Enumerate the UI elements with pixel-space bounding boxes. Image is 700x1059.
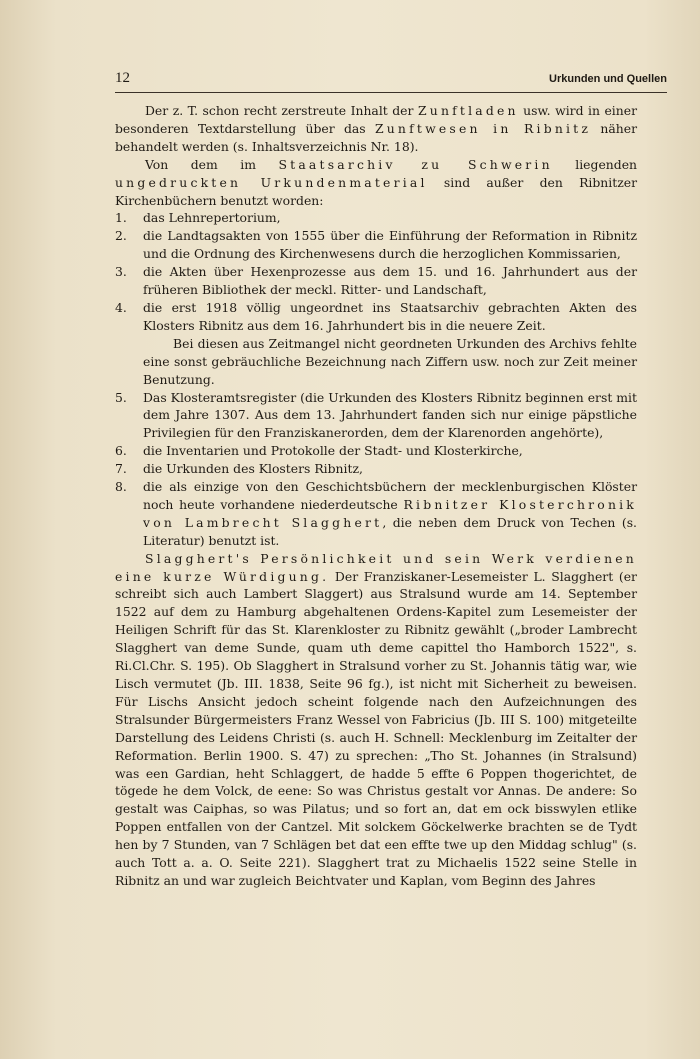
list-item: [115, 442, 637, 460]
spaced-term: Staatsarchiv zu Schwerin: [278, 156, 553, 172]
body-text: [115, 102, 637, 890]
list-number: 4.: [115, 299, 127, 315]
list-text: die Landtagsakten von 1555 über die Einführung der Reformation in Ribnitz und die Ordnung des Kirchenwesens durch die herzoglichen Kommissarien,: [143, 228, 637, 262]
spaced-term: Ribnitzer Klosterchronik von Lambrecht Slagghert: [143, 496, 637, 530]
list-item: [115, 478, 637, 550]
text-run: Von dem im: [145, 156, 279, 172]
text-run: liegenden: [552, 156, 638, 172]
text-run: sind außer den Ribnitzer Kirchenbüchern benutzt worden:: [115, 174, 638, 208]
text-run: Der Franziskaner-Lesemeister L. Slagghert (er schreibt sich auch Lambert Slaggert) aus Stralsund wurde am 14. September 1522 auf dem zu Hamburg abgehaltenen Ordens-Kapitel zum Lesemeister der Heiligen Schrift für das St. Klarenkloster zu Ribnitz gewählt („broder Lambrecht Slagghert van deme Sunde, quam uth deme capittel tho Hamborch 1522", s. Ri.Cl.Chr. S. 195). Ob Slagghert in Stralsund vorher zu St. Johannis tätig war, wie Lisch vermutet (Jb. III. 1838, Seite 96 fg.), ist nicht mit Sicherheit zu beweisen. Für Lischs Ansicht jedoch scheint folgende nach den Aufzeichnungen des Stralsunder Bürgermeisters Franz Wessel von Fabricius (Jb. III S. 100) mitgeteilte Darstellung des Leidens Christi (s. auch H. Schnell: Mecklenburg im Zeitalter der Reformation. Berlin 1900. S. 47) zu sprechen: „Tho St. Johannes (in Stralsund) was een Gardian, heht Schlaggert, de hadde 5 effte 6 Poppen thogerichtet, de tögede he dem Volck, de eene: So was Christus gestalt vor Annas. De andere: So gestalt was Caiphas, so was Pilatus; und so fort an, dat em ock bisswylen etlike Poppen entfallen von der Cantzel. Mit solckem Göckelwerke brachten se de Tydt hen by 7 Stunden, van 7 Schlägen bet dat een effte twe up den Middag schlug" (s. auch Tott a. a. O. Seite 221). Slagghert trat zu Michaelis 1522 seine Stelle in Ribnitz an und war zugleich Beichtvater und Kaplan, vom Beginn des Jahres: [115, 568, 637, 888]
spaced-term: Slagghert's Persönlichkeit und sein Werk verdienen eine kurze Würdigung.: [115, 550, 637, 584]
spaced-term: ungedruckten Urkundenmaterial: [115, 174, 428, 190]
list-text: das Lehnrepertorium,: [143, 210, 281, 226]
text-run: usw. wird in einer besonderen Textdarstellung über das: [115, 103, 637, 136]
list-text: die Urkunden des Klosters Ribnitz,: [143, 461, 363, 477]
paragraph-staatsarchiv: [115, 156, 637, 210]
text-run: näher behandelt werden (s. Inhaltsverzeichnis Nr. 18).: [115, 120, 637, 154]
list-number: 7.: [115, 461, 127, 477]
list-item: [115, 389, 637, 443]
list-text: die erst 1918 völlig ungeordnet ins Staatsarchiv gebrachten Akten des Klosters Ribnitz aus dem 16. Jahrhundert bis in die neuere Zeit.: [143, 299, 637, 333]
paragraph-zunftladen: [115, 102, 637, 156]
text-run: , die neben dem Druck von Techen (s. Literatur) benutzt ist.: [143, 514, 637, 548]
list-number: 8.: [115, 479, 127, 495]
text-run: Der z. T. schon recht zerstreute Inhalt der: [145, 103, 418, 118]
page-header: [115, 70, 667, 93]
text-run: die als einzige von den Geschichtsbüchern der mecklenburgischen Klöster noch heute vorhandene niederdeutsche: [143, 479, 637, 512]
list-item: [115, 299, 637, 335]
list-item: [115, 209, 637, 227]
list-item: [115, 227, 637, 263]
running-title: Urkunden und Quellen: [549, 73, 667, 85]
list-item: [115, 460, 637, 478]
list-text: Das Klosteramtsregister (die Urkunden des Klosters Ribnitz beginnen erst mit dem Jahre 1307. Aus dem 13. Jahrhundert fanden sich nur einige päpstliche Privilegien für den Franziskanerorden, dem der Klarenorden angehörte),: [143, 389, 637, 441]
spaced-term: Zunftladen: [417, 103, 519, 118]
list-number: 2.: [115, 228, 127, 244]
archive-note: Bei diesen aus Zeitmangel nicht geordneten Urkunden des Archivs fehlte eine sonst gebräuchliche Bezeichnung nach Ziffern usw. noch zur Zeit meiner Benutzung.: [143, 335, 637, 387]
list-item: [115, 263, 637, 299]
list-number: 1.: [115, 210, 127, 226]
list-number: 6.: [115, 443, 127, 459]
list-number: 3.: [115, 264, 127, 280]
list-number: 5.: [115, 389, 127, 405]
list-text: die Akten über Hexenprozesse aus dem 15. und 16. Jahrhundert aus der früheren Bibliothek der meckl. Ritter- und Landschaft,: [143, 264, 637, 298]
list-text: [143, 478, 637, 550]
list-text: die Inventarien und Protokolle der Stadt- und Klosterkirche,: [143, 443, 523, 459]
spaced-term: Zunftwesen in Ribnitz: [374, 120, 592, 136]
paragraph-slagghert: [115, 550, 637, 890]
page-number: 12: [115, 70, 130, 86]
